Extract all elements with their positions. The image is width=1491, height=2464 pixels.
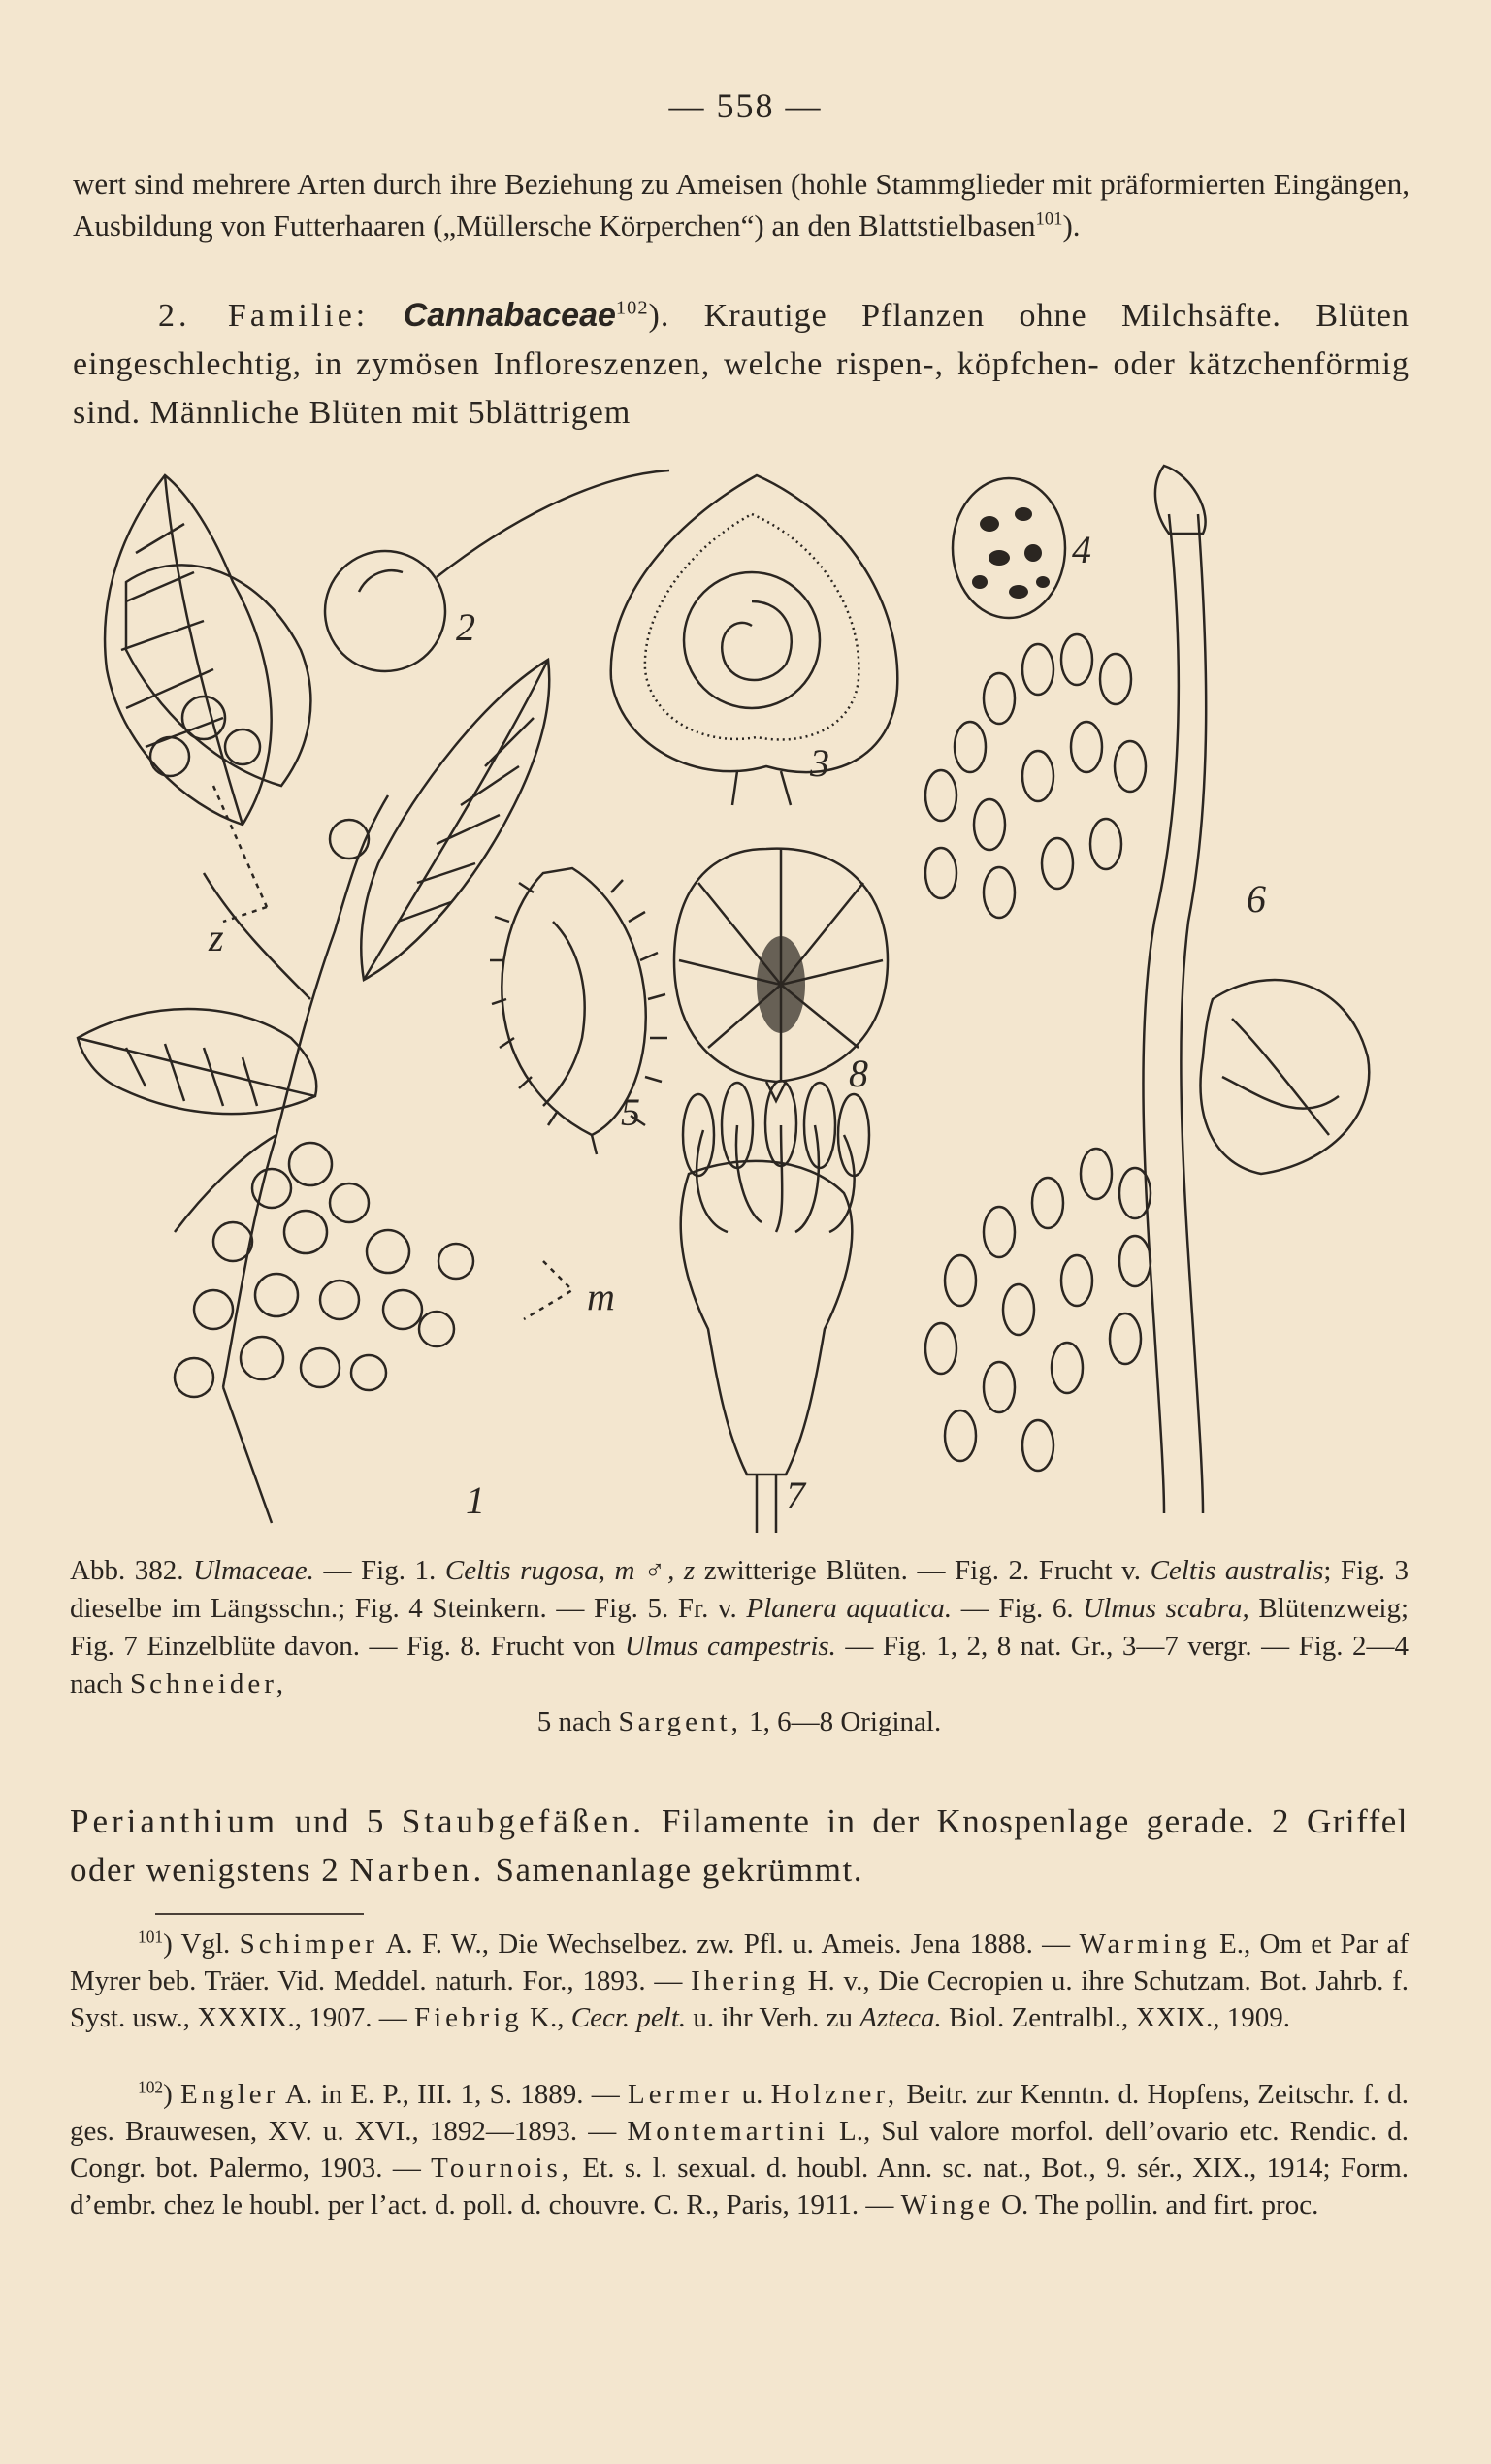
caption-schneider: Schneider,	[130, 1669, 288, 1700]
caption-text-e: zwitterige Blüten. — Fig. 2. Frucht v.	[703, 1555, 1142, 1586]
label-m: m	[587, 1275, 615, 1318]
caption-abb: Abb. 382.	[70, 1555, 184, 1586]
footnote-ref-102: 102	[615, 297, 649, 319]
page-number: — 558 —	[668, 86, 823, 125]
fn102-e: u.	[741, 2079, 763, 2110]
fn101-a: ) Vgl.	[163, 1929, 231, 1960]
fn101-warming: Warming	[1079, 1929, 1211, 1960]
family-name: Cannabaceae	[403, 297, 616, 334]
fn102-winge: Winge	[900, 2189, 994, 2221]
fn101-c: A. F. W., Die Wechselbez. zw. Pfl. u. Ameis. Jena 1888. —	[385, 1929, 1071, 1960]
fn102-tournois: Tournois,	[431, 2153, 573, 2184]
perianth-text-d: Filamente in der Knospenlage gerade. 2 Griffel oder wenigstens 2	[70, 1802, 1410, 1889]
fn101-g: H. v., Die Cecropien u. ihre Schutzam. Bot. Jahrb. f. Syst. usw., XXXIX., 1907. —	[70, 1965, 1410, 2033]
staubgefaesse-word: Staubgefäßen.	[401, 1802, 646, 1840]
paragraph-intro-text: wert sind mehrere Arten durch ihre Beziehung zu Ameisen (hohle Stammglieder mit präformierten Eingängen, Ausbildung von Futterhaaren („Müllersche Körperchen“) an den Blattstielbasen	[73, 167, 1410, 243]
fig4-stone	[953, 478, 1065, 618]
fn101-azteca: Azteca.	[859, 2002, 942, 2033]
fn102-c: A. in E. P., III. 1, S. 1889. —	[285, 2079, 620, 2110]
footnote-ref-101: 101	[1035, 209, 1063, 230]
label-fig7: 7	[786, 1474, 805, 1517]
caption-sargent: Sargent,	[618, 1706, 742, 1737]
ulmus-leaf-bud	[1201, 980, 1370, 1174]
fn101-k: u. ihr Verh. zu	[693, 2002, 853, 2033]
caption-last-line	[70, 1703, 1409, 1741]
fn102-a: )	[163, 2079, 173, 2110]
perianth-text-f: Samenanlage gekrümmt.	[495, 1851, 863, 1889]
figure-caption	[70, 1552, 1409, 1741]
fn102-m: O. The pollin. and firt. proc.	[1001, 2189, 1319, 2221]
ulmus-upper-cluster	[925, 634, 1146, 918]
fig1-celtis-branch	[78, 475, 572, 1523]
fn102-i: L., Sul valore morfol. dell’ovario etc. Rendic. d. Congr. bot. Palermo, 1903. —	[70, 2116, 1409, 2184]
paragraph-intro	[73, 163, 1410, 246]
fn102-engler: Engler	[180, 2079, 279, 2110]
caption-text-g: ; Fig. 3 dieselbe im Längsschn.; Fig. 4 Steinkern. — Fig. 5. Fr. v.	[70, 1555, 1410, 1624]
caption-ulmaceae: Ulmaceae.	[193, 1555, 314, 1586]
perianth-word: Perianthium	[70, 1802, 279, 1840]
caption-planera: Planera aquatica.	[746, 1593, 953, 1624]
label-z: z	[209, 916, 224, 959]
label-fig5: 5	[621, 1090, 640, 1134]
fn101-i: K.,	[530, 2002, 565, 2033]
caption-celtis-rugosa: Celtis rugosa, m ♂, z	[444, 1555, 696, 1586]
label-fig6: 6	[1247, 877, 1266, 921]
fn102-montemartini: Montemartini	[627, 2116, 828, 2147]
footnote-102	[70, 2076, 1409, 2223]
family-lead: 2. Familie:	[158, 298, 370, 334]
fn101-e: E., Om et Par af Myrer beb. Träer. Vid. Meddel. naturh. For., 1893. —	[70, 1929, 1410, 1996]
caption-ulmus-campestris: Ulmus campestris.	[624, 1631, 836, 1662]
label-fig1: 1	[466, 1478, 485, 1522]
label-fig4: 4	[1072, 528, 1091, 571]
caption-fig1: — Fig. 1.	[323, 1555, 437, 1586]
caption-ulmus-scabra: Ulmus scabra,	[1083, 1593, 1249, 1624]
fn102-lermer: Lermer	[628, 2079, 734, 2110]
fn101-fiebrig: Fiebrig	[414, 2002, 523, 2033]
narben-word: Narben.	[349, 1851, 486, 1889]
fn102-k: Et. s. l. sexual. d. houbl. Ann. sc. nat., Bot., 9. sér., XIX., 1914; Form. d’embr. chez le houbl. per l’act. d. poll. d. chouvre. C. R., Paris, 1911. —	[70, 2153, 1409, 2221]
fn102-holzner: Holzner,	[770, 2079, 899, 2110]
fn101-ihering: Ihering	[691, 1965, 799, 1996]
caption-text-o: 5 nach	[536, 1706, 612, 1737]
fig5-planera-fruit	[490, 868, 667, 1154]
paragraph-perianth	[70, 1798, 1409, 1895]
footnote-divider	[155, 1913, 364, 1915]
caption-text-k: Blütenzweig; Fig. 7 Einzelblüte davon. — Fig. 8. Frucht von	[70, 1593, 1410, 1662]
fig3-section	[611, 475, 898, 805]
ulmus-lower-cluster	[925, 1149, 1151, 1471]
footnote-101-number: 101	[138, 1927, 164, 1947]
footnote-101	[70, 1926, 1409, 2036]
caption-text-m: — Fig. 1, 2, 8 nat. Gr., 3—7 vergr. — Fig. 2—4 nach	[70, 1631, 1410, 1700]
fig6-ulmus-twig	[925, 466, 1369, 1513]
perianth-text-b: und 5	[295, 1802, 385, 1840]
fn101-m: Biol. Zentralbl., XXIX., 1909.	[949, 2002, 1291, 2033]
paragraph-intro-end: ).	[1062, 209, 1081, 243]
fig2-celtis-fruit	[325, 470, 669, 671]
paragraph-family	[73, 291, 1410, 438]
fn102-g: Beitr. zur Kenntn. d. Hopfens, Zeitschr. f. d. ges. Brauwesen, XV. u. XVI., 1892—1893. —	[70, 2079, 1410, 2147]
label-fig3: 3	[810, 741, 829, 785]
caption-text-q: 1, 6—8 Original.	[749, 1706, 942, 1737]
fn101-schimper: Schimper	[239, 1929, 378, 1960]
caption-fig6: — Fig. 6.	[960, 1593, 1074, 1624]
fn101-cecr-pelt: Cecr. pelt.	[570, 2002, 687, 2033]
fig7-single-flower	[681, 1081, 869, 1533]
family-description: ). Krautige Pflanzen ohne Milchsäfte. Blüten eingeschlechtig, in zymösen Infloreszenzen, welche rispen-, köpfchen- oder kätzchenförmig sind. Männliche Blüten mit 5blättrigem	[73, 298, 1410, 431]
caption-celtis-australis: Celtis australis	[1150, 1555, 1324, 1586]
botanical-figure	[68, 456, 1426, 1547]
label-fig8: 8	[849, 1052, 868, 1095]
label-fig2: 2	[456, 605, 475, 649]
footnote-102-number: 102	[138, 2077, 164, 2097]
